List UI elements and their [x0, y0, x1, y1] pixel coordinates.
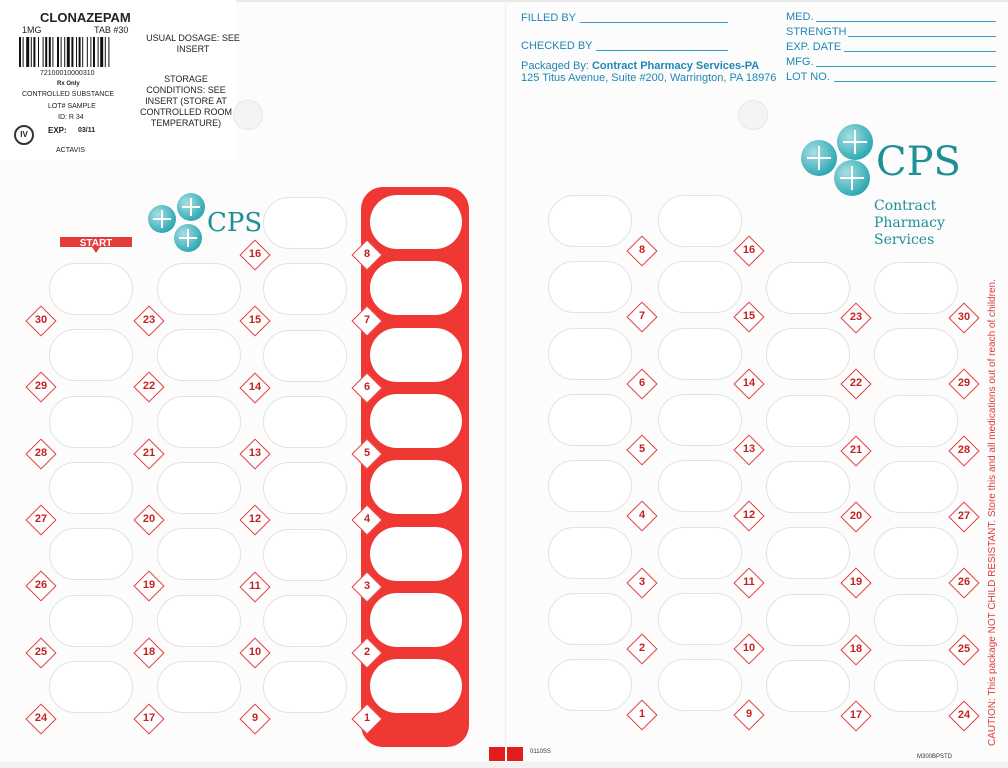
blister-well[interactable] [157, 661, 241, 713]
blister-well[interactable] [658, 527, 742, 579]
day-number: 3 [363, 579, 371, 592]
checked-by-label: CHECKED BY [521, 40, 593, 52]
day-number: 7 [638, 310, 646, 323]
day-number: 17 [142, 711, 156, 724]
blister-well[interactable] [874, 461, 958, 513]
day-number: 14 [742, 376, 756, 389]
blister-well[interactable] [263, 263, 347, 315]
day-number: 16 [742, 244, 756, 256]
prescription-label [0, 0, 240, 160]
day-number: 3 [638, 575, 646, 588]
company-name [874, 198, 945, 249]
blister-well[interactable] [658, 659, 742, 711]
day-number: 6 [363, 380, 371, 393]
usual-dosage-text: USUAL DOSAGE: SEE INSERT [146, 33, 240, 54]
blister-well[interactable] [49, 528, 133, 580]
exp-date: 03/11 [78, 127, 96, 134]
rx-only-text: Rx Only [57, 81, 80, 87]
blister-well[interactable] [766, 461, 850, 513]
blister-well[interactable] [548, 328, 632, 380]
day-number: 4 [638, 509, 646, 522]
day-number: 1 [638, 708, 646, 721]
filled-by-label: FILLED BY [521, 12, 577, 24]
blister-well[interactable] [874, 527, 958, 579]
day-number: 28 [34, 446, 48, 459]
blister-well[interactable] [370, 659, 462, 713]
pill-cross-icon [174, 224, 202, 252]
day-number: 24 [34, 711, 48, 724]
lot-no-field-label: LOT NO. [786, 71, 830, 83]
blister-well[interactable] [766, 395, 850, 447]
controlled-substance-text: CONTROLLED SUBSTANCE [22, 91, 115, 98]
exp-label: EXP: [48, 126, 67, 135]
blister-well[interactable] [658, 460, 742, 512]
strength-field-line[interactable] [848, 36, 996, 37]
company-name-line: Pharmacy [874, 215, 945, 231]
day-number: 19 [849, 576, 863, 589]
company-name-line: Contract [874, 198, 937, 214]
blister-well[interactable] [548, 460, 632, 512]
blister-well[interactable] [658, 394, 742, 446]
blister-well[interactable] [370, 593, 462, 647]
day-number: 11 [743, 575, 755, 588]
schedule-iv-icon: IV [14, 125, 34, 145]
day-number: 20 [849, 509, 863, 522]
day-number: 11 [249, 579, 261, 592]
pill-cross-icon [837, 124, 873, 160]
blister-well[interactable] [370, 394, 462, 448]
day-number: 9 [251, 712, 259, 725]
day-number: 22 [849, 377, 863, 390]
card-bottom-edge [0, 762, 1008, 768]
day-number: 2 [638, 641, 646, 654]
day-number: 21 [142, 446, 156, 459]
day-number: 6 [638, 376, 646, 389]
blister-well[interactable] [157, 595, 241, 647]
blister-well[interactable] [157, 528, 241, 580]
blister-well[interactable] [157, 462, 241, 514]
packaged-by-name: Contract Pharmacy Services-PA [591, 60, 760, 72]
blister-well[interactable] [874, 594, 958, 646]
storage-conditions-text: STORAGE CONDITIONS: SEE INSERT (STORE AT CONTROLLED ROOM TEMPERATURE) [139, 74, 232, 128]
day-number: 8 [638, 244, 646, 256]
day-number: 18 [849, 642, 863, 655]
blister-well[interactable] [263, 661, 347, 713]
day-number: 7 [363, 314, 371, 327]
center-fold-line [505, 0, 506, 762]
company-name-line: Services [874, 232, 935, 248]
blister-well[interactable] [49, 595, 133, 647]
blister-well[interactable] [548, 659, 632, 711]
cps-logo-text: CPS [876, 139, 961, 185]
day-number: 22 [142, 380, 156, 393]
med-field-line[interactable] [816, 21, 996, 22]
blister-well[interactable] [49, 661, 133, 713]
day-number: 25 [34, 645, 48, 658]
start-label: START [79, 238, 113, 249]
drug-strength: 1MG [22, 25, 42, 35]
day-number: 16 [248, 248, 262, 260]
filled-by-line[interactable] [580, 22, 728, 23]
day-number: 5 [638, 442, 646, 455]
pharmacy-address: 125 Titus Avenue, Suite #200, Warrington, PA 18976 [521, 72, 777, 84]
day-number: 1 [363, 712, 371, 725]
day-number: 5 [363, 446, 371, 459]
day-number: 2 [363, 645, 371, 658]
day-number: 30 [34, 314, 48, 326]
blister-well[interactable] [548, 261, 632, 313]
blister-well[interactable] [370, 261, 462, 315]
blister-well[interactable] [548, 593, 632, 645]
blister-well[interactable] [874, 395, 958, 447]
day-number: 28 [957, 443, 971, 456]
day-number: 27 [957, 509, 971, 522]
exp-date-field-label: EXP. DATE [786, 41, 842, 53]
day-number: 15 [742, 310, 756, 323]
blister-well[interactable] [548, 394, 632, 446]
lot-no-field-line[interactable] [834, 81, 996, 82]
blister-well[interactable] [658, 593, 742, 645]
blister-well[interactable] [157, 329, 241, 381]
hanger-hole [738, 100, 768, 130]
day-number: 4 [363, 513, 371, 526]
card-code: 0110SS [530, 749, 551, 755]
drug-pack-count: TAB #30 [94, 25, 129, 35]
day-number: 29 [957, 377, 971, 390]
blister-well[interactable] [766, 527, 850, 579]
day-number: 10 [742, 641, 756, 654]
blister-well[interactable] [874, 262, 958, 314]
blister-well[interactable] [49, 329, 133, 381]
blister-well[interactable] [370, 527, 462, 581]
blister-well[interactable] [766, 262, 850, 314]
day-number: 23 [142, 314, 156, 326]
day-number: 25 [957, 642, 971, 655]
day-number: 26 [957, 576, 971, 589]
cps-logo-text: CPS [207, 208, 263, 238]
med-field-label: MED. [786, 11, 814, 23]
mfg-field-label: MFG. [786, 56, 814, 68]
blister-well[interactable] [658, 328, 742, 380]
blister-well[interactable] [263, 396, 347, 448]
day-number: 19 [142, 579, 156, 592]
blister-well[interactable] [766, 594, 850, 646]
day-number: 23 [849, 311, 863, 323]
blister-well[interactable] [370, 328, 462, 382]
blister-well[interactable] [263, 595, 347, 647]
pill-cross-icon [801, 140, 837, 176]
packaged-by [521, 60, 759, 72]
day-number: 13 [742, 442, 756, 455]
blister-well[interactable] [263, 529, 347, 581]
blister-well[interactable] [263, 197, 347, 249]
blister-well[interactable] [263, 462, 347, 514]
blister-well[interactable] [49, 263, 133, 315]
day-number: 12 [742, 509, 756, 522]
blister-well[interactable] [263, 330, 347, 382]
ndc-number: 72100010000310 [40, 70, 95, 77]
pill-cross-icon [148, 205, 176, 233]
blister-well[interactable] [49, 396, 133, 448]
pill-cross-icon [177, 193, 205, 221]
packaged-by-label: Packaged By: [521, 60, 589, 72]
manufacturer: ACTAVIS [56, 147, 85, 154]
day-number: 21 [849, 443, 863, 456]
day-number: 13 [248, 446, 262, 459]
card-model-code: M300BPSTD [917, 754, 953, 760]
day-number: 15 [248, 314, 262, 327]
day-number: 24 [957, 708, 971, 721]
blister-well[interactable] [370, 195, 462, 249]
blister-well[interactable] [658, 195, 742, 247]
blister-well[interactable] [766, 660, 850, 712]
day-number: 26 [34, 579, 48, 592]
day-number: 29 [34, 380, 48, 393]
color-swatch [489, 747, 523, 761]
blister-well[interactable] [658, 261, 742, 313]
strength-field-label: STRENGTH [786, 26, 847, 38]
day-number: 30 [957, 311, 971, 323]
blister-well[interactable] [548, 527, 632, 579]
blister-well[interactable] [49, 462, 133, 514]
day-number: 8 [363, 248, 371, 260]
exp-date-field-line[interactable] [844, 51, 996, 52]
pill-cross-icon [834, 160, 870, 196]
barcode-icon [18, 37, 134, 67]
day-number: 18 [142, 645, 156, 658]
drug-name: CLONAZEPAM [40, 10, 131, 25]
day-number: 17 [849, 708, 863, 721]
day-number: 20 [142, 512, 156, 525]
blister-well[interactable] [874, 328, 958, 380]
blister-well[interactable] [548, 195, 632, 247]
day-number: 14 [248, 380, 262, 393]
blister-well[interactable] [157, 263, 241, 315]
hanger-hole [233, 100, 263, 130]
blister-well[interactable] [766, 328, 850, 380]
mfg-field-line[interactable] [816, 66, 996, 67]
day-number: 10 [248, 645, 262, 658]
day-number: 27 [34, 512, 48, 525]
blister-well[interactable] [874, 660, 958, 712]
lot-number: LOT# SAMPLE [48, 103, 96, 110]
day-number: 12 [248, 513, 262, 526]
id-code: ID: R 34 [58, 114, 84, 121]
caution-text: CAUTION: This package NOT CHILD RESISTANT. Store this and all medications out of reach of children. [987, 279, 998, 746]
day-number: 9 [745, 708, 753, 721]
blister-well[interactable] [370, 460, 462, 514]
checked-by-line[interactable] [596, 50, 728, 51]
blister-well[interactable] [157, 396, 241, 448]
